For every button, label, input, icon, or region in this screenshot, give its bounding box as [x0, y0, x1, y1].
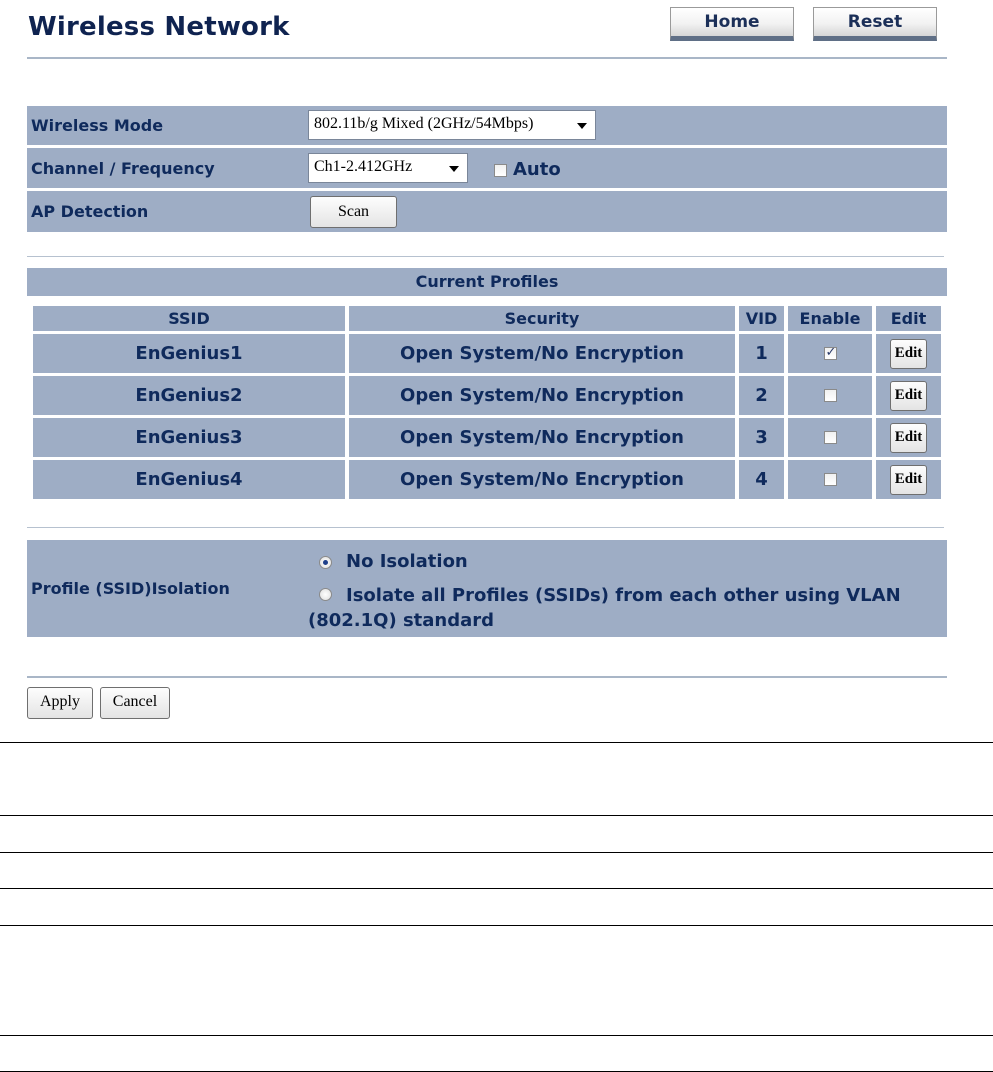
channel-cell: [305, 148, 947, 188]
profile-edit-cell: [876, 376, 941, 415]
auto-checkbox[interactable]: [494, 164, 507, 177]
profile-enable-cell: [788, 460, 872, 499]
profile-edit-button[interactable]: Edit: [890, 423, 927, 453]
wireless-mode-select[interactable]: [308, 110, 596, 140]
profile-enable-checkbox[interactable]: [824, 431, 837, 444]
document-rule: [0, 852, 993, 853]
ap-detection-label: AP Detection: [27, 191, 308, 232]
current-profiles-header: Current Profiles: [27, 268, 947, 296]
profile-edit-cell: [876, 334, 941, 373]
column-header-ssid: SSID: [33, 306, 345, 331]
no-isolation-label: No Isolation: [346, 551, 468, 572]
column-header-vid: VID: [739, 306, 784, 331]
document-rule: [0, 888, 993, 889]
column-header-edit: Edit: [876, 306, 941, 331]
profile-ssid: EnGenius2: [33, 376, 345, 415]
wireless-mode-value: 802.11b/g Mixed (2GHz/54Mbps): [314, 115, 534, 132]
profile-vid: 3: [739, 418, 784, 457]
profile-security: Open System/No Encryption: [349, 334, 735, 373]
document-rule: [0, 925, 993, 926]
isolation-cell: [305, 540, 947, 637]
no-isolation-radio[interactable]: [319, 556, 332, 569]
wireless-mode-row: [27, 106, 947, 145]
cancel-button[interactable]: Cancel: [100, 687, 170, 719]
profile-vid: 4: [739, 460, 784, 499]
column-header-security: Security: [349, 306, 735, 331]
profile-enable-checkbox[interactable]: [824, 347, 837, 360]
channel-value: Ch1-2.412GHz: [314, 158, 413, 175]
profile-edit-cell: [876, 460, 941, 499]
profiles-table: [27, 296, 947, 502]
profile-edit-button[interactable]: Edit: [890, 381, 927, 411]
isolate-profiles-label-line1: Isolate all Profiles (SSIDs) from each other using VLAN: [346, 585, 901, 606]
divider: [27, 527, 944, 528]
isolation-label: Profile (SSID)Isolation: [27, 540, 308, 637]
column-header-enable: Enable: [788, 306, 872, 331]
page-title: Wireless Network: [28, 12, 290, 42]
profile-vid: 1: [739, 334, 784, 373]
profile-enable-checkbox[interactable]: [824, 389, 837, 402]
profile-enable-cell: [788, 376, 872, 415]
scan-button[interactable]: Scan: [310, 196, 397, 228]
apply-button[interactable]: Apply: [27, 687, 93, 719]
isolate-profiles-radio[interactable]: [319, 588, 332, 601]
home-button[interactable]: Home: [670, 7, 794, 41]
channel-label: Channel / Frequency: [27, 148, 308, 188]
reset-button[interactable]: Reset: [813, 7, 937, 41]
profile-vid: 2: [739, 376, 784, 415]
profile-security: Open System/No Encryption: [349, 418, 735, 457]
channel-row: [27, 148, 947, 188]
profile-enable-checkbox[interactable]: [824, 473, 837, 486]
header-divider: [27, 57, 947, 59]
profile-ssid: EnGenius3: [33, 418, 345, 457]
document-rule: [0, 1035, 993, 1036]
document-rule: [0, 815, 993, 816]
profile-edit-cell: [876, 418, 941, 457]
footer-divider: [27, 676, 947, 678]
divider: [27, 256, 944, 257]
ap-detection-row: [27, 191, 947, 232]
profile-enable-cell: [788, 334, 872, 373]
isolate-profiles-label-line2: (802.1Q) standard: [308, 610, 495, 631]
channel-select[interactable]: [308, 153, 468, 183]
wireless-mode-label: Wireless Mode: [27, 106, 308, 145]
auto-label: Auto: [513, 159, 561, 180]
chevron-down-icon: [449, 166, 459, 172]
profile-ssid: EnGenius4: [33, 460, 345, 499]
document-rule: [0, 742, 993, 743]
profile-ssid: EnGenius1: [33, 334, 345, 373]
profile-security: Open System/No Encryption: [349, 460, 735, 499]
profile-security: Open System/No Encryption: [349, 376, 735, 415]
chevron-down-icon: [577, 123, 587, 129]
profile-edit-button[interactable]: Edit: [890, 339, 927, 369]
isolation-row: [27, 540, 947, 637]
wireless-mode-cell: [305, 106, 947, 145]
profile-edit-button[interactable]: Edit: [890, 465, 927, 495]
profile-enable-cell: [788, 418, 872, 457]
ap-detection-cell: [305, 191, 947, 232]
